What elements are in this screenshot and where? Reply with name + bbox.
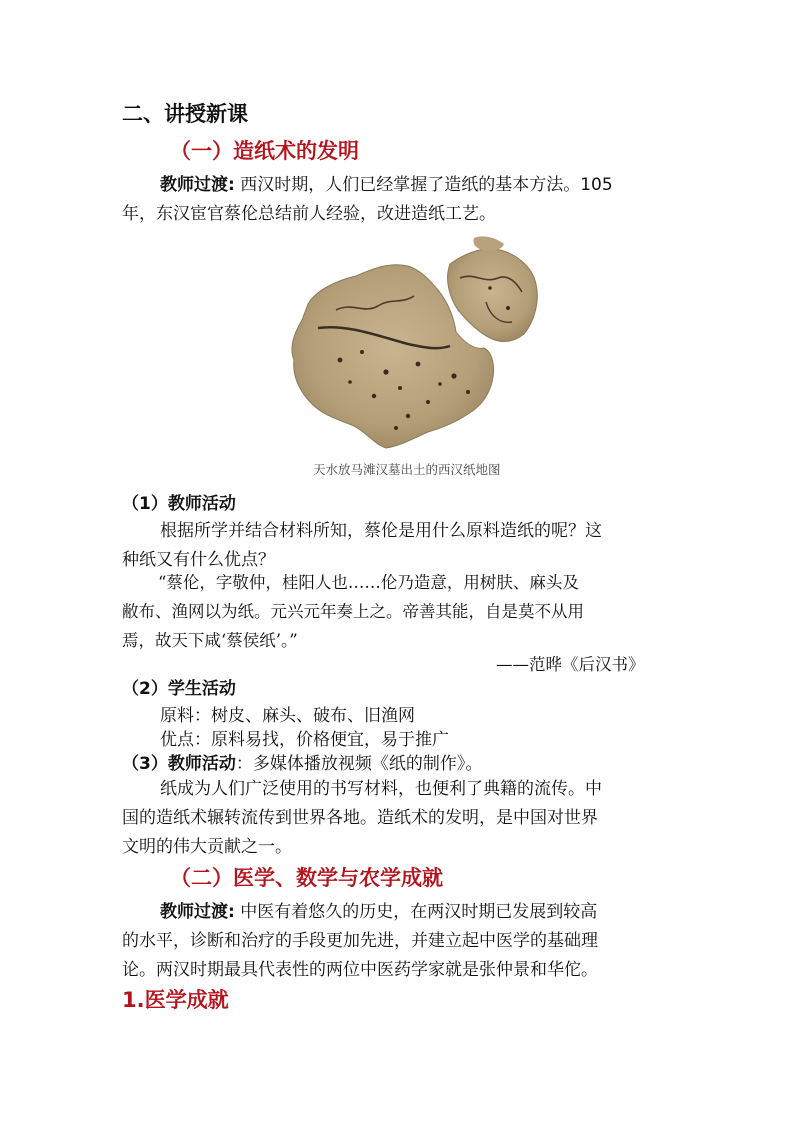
activity-3-heading: （3）教师活动 [122, 754, 236, 774]
transition-2-line-2: 的水平，诊断和治疗的手段更加先进，并建立起中医学的基础理 [122, 931, 598, 951]
activity-3-text: ：多媒体播放视频《纸的制作》。 [235, 754, 483, 774]
section-title: 二、讲授新课 [122, 102, 248, 126]
summary-line-3: 文明的伟大贡献之一。 [122, 837, 292, 857]
transition-2-line-3: 论。两汉时期最具代表性的两位中医药学家就是张仲景和华佗。 [122, 960, 598, 980]
activity-1-question [122, 517, 602, 575]
subsection-title-paper: （一）造纸术的发明 [170, 139, 359, 163]
subsection-title-medicine: 1.医学成就 [122, 988, 229, 1012]
summary-line-2: 国的造纸术辗转流传到世界各地。造纸术的发明，是中国对世界 [122, 808, 598, 828]
quote-line-3: 焉，故天下咸‘蔡侯纸’。” [122, 631, 298, 650]
activity-2-heading: （2）学生活动 [122, 679, 236, 699]
subsection-title-medicine-math-agriculture: （二）医学、数学与农学成就 [170, 866, 443, 890]
transition-text: 西汉时期，人们已经掌握了造纸的基本方法。105 [234, 175, 613, 195]
quote-source: ——范晔《后汉书》 [496, 655, 645, 674]
question-line-2: 种纸又有什么优点？ [122, 550, 275, 570]
transition-label: 教师过渡: [160, 175, 235, 195]
paper-map-photo [278, 232, 540, 454]
advantages-line: 优点：原料易找，价格便宜，易于推广 [160, 730, 449, 750]
quote-line-2: 敝布、渔网以为纸。元兴元年奏上之。帝善其能，自是莫不从用 [122, 602, 584, 621]
summary-line-1: 纸成为人们广泛使用的书写材料，也便利了典籍的流传。中 [160, 779, 602, 799]
teacher-transition-1 [122, 171, 613, 229]
teacher-transition-2 [122, 898, 598, 985]
question-line-1: 根据所学并结合材料所知，蔡伦是用什么原料造纸的呢？这 [160, 521, 602, 541]
figure-caption: 天水放马滩汉墓出土的西汉纸地图 [313, 462, 501, 477]
summary-paragraph [122, 775, 602, 862]
historical-quote [122, 568, 584, 655]
quote-line-1: “蔡伦，字敬仲，桂阳人也……伦乃造意，用树肤、麻头及 [158, 573, 579, 592]
transition-text-2: 年，东汉宦官蔡伦总结前人经验，改进造纸工艺。 [122, 204, 496, 224]
transition-2-text: 中医有着悠久的历史，在两汉时期已发展到较高 [234, 902, 598, 922]
transition-2-label: 教师过渡: [160, 902, 235, 922]
materials-line: 原料：树皮、麻头、破布、旧渔网 [160, 706, 415, 726]
activity-1-heading: （1）教师活动 [122, 494, 236, 514]
